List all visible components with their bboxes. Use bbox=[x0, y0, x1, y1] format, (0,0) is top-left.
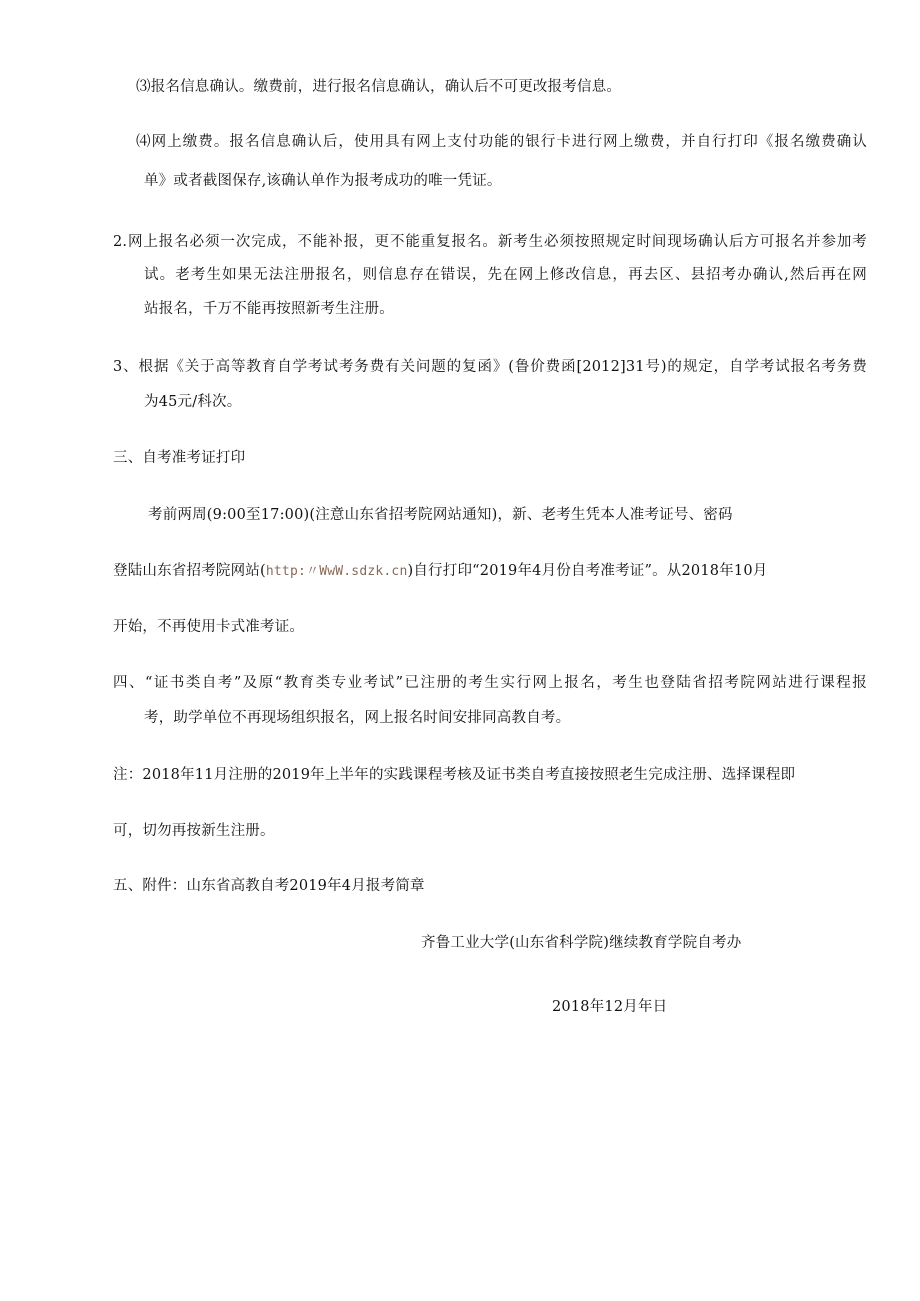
point-2-line2: 试。老考生如果无法注册报名，则信息存在错误，先在网上修改信息，再去区、县招考办确认,然后再在网 bbox=[144, 267, 867, 283]
section-5-attachment: 五、附件：山东省高教自考2019年4月报考简章 bbox=[113, 878, 425, 894]
section-4-line2: 考，助学单位不再现场组织报名，网上报名时间安排同高教自考。 bbox=[144, 710, 571, 726]
section-3-heading: 三、自考准考证打印 bbox=[113, 450, 246, 466]
signature-org: 齐鲁工业大学(山东省科学院)继续教育学院自考办 bbox=[421, 935, 742, 951]
section-3-para-line2-pre: 登陆山东省招考院网站( bbox=[113, 563, 266, 579]
note-line2: 可，切勿再按新生注册。 bbox=[113, 823, 275, 839]
item-4-payment-line2: 单》或者截图保存,该确认单作为报考成功的唯一凭证。 bbox=[144, 173, 502, 189]
section-4-line1: 四、“证书类自考”及原“教育类专业考试”已注册的考生实行网上报名，考生也登陆省招考院网站进行课程报 bbox=[113, 675, 867, 691]
item-4-payment-line1: ⑷网上缴费。报名信息确认后，使用具有网上支付功能的银行卡进行网上缴费，并自行打印《报名缴费确认 bbox=[136, 134, 867, 150]
note-line1: 注：2018年11月注册的2019年上半年的实践课程考核及证书类自考直接按照老生完成注册、选择课程即 bbox=[113, 767, 796, 783]
section-3-para-line3: 开始，不再使用卡式准考证。 bbox=[113, 619, 305, 635]
item-3-confirm: ⑶报名信息确认。缴费前，进行报名信息确认，确认后不可更改报考信息。 bbox=[136, 79, 622, 95]
section-3-para-line1: 考前两周(9:00至17:00)(注意山东省招考院网站通知)，新、老考生凭本人准考证号、密码 bbox=[148, 507, 733, 523]
point-3-line2: 为45元/科次。 bbox=[144, 394, 242, 410]
website-link[interactable]: http:〃WwW.sdzk.cn bbox=[265, 564, 408, 579]
point-2-line1: 2.网上报名必须一次完成，不能补报，更不能重复报名。新考生必须按照规定时间现场确认后方可报名并参加考 bbox=[113, 234, 867, 250]
section-3-para-line2-post: )自行打印“2019年4月份自考准考证”。从2018年10月 bbox=[407, 563, 768, 579]
point-3-line1: 3、根据《关于高等教育自学考试考务费有关问题的复函》(鲁价费函[2012]31号)的规定，自学考试报名考务费 bbox=[113, 359, 867, 375]
section-3-para-line2 bbox=[113, 561, 767, 582]
signature-date: 2018年12月年日 bbox=[552, 999, 668, 1015]
point-2-line3: 站报名，千万不能再按照新考生注册。 bbox=[144, 301, 394, 317]
